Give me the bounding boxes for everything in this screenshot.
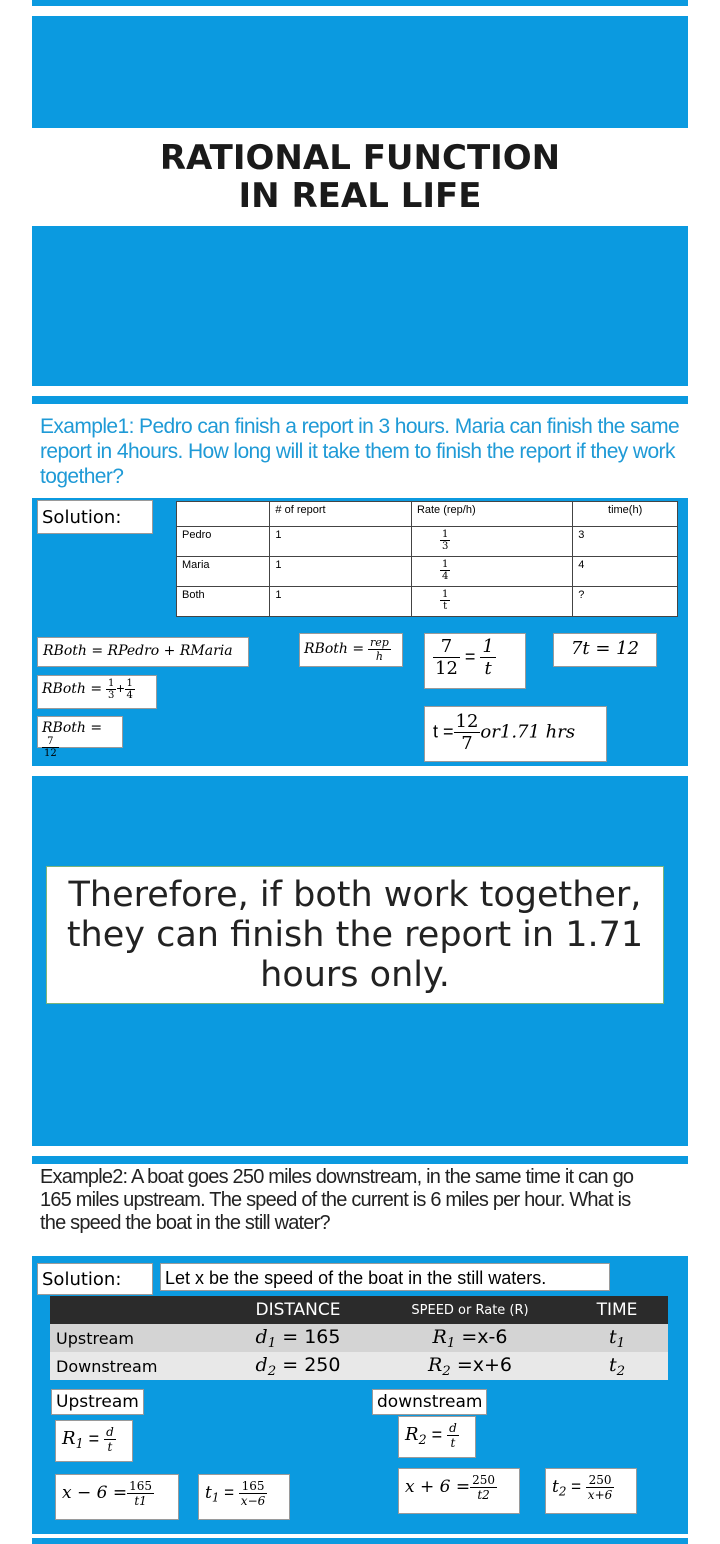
title-line-1: RATIONAL FUNCTION (159, 138, 561, 178)
boat-table (50, 1296, 668, 1380)
row-name: Downstream (50, 1352, 222, 1380)
equation-text: RBoth = RPedro + RMaria (43, 643, 233, 659)
bottom-blue-rule (32, 1538, 688, 1544)
title-box (32, 128, 688, 226)
downstream-rate-formula: $R_2$ = $\frac{d}{t}$ (398, 1416, 476, 1458)
upstream-time-equation: $t_1$ = $\frac{165}{x-6}$ (198, 1474, 290, 1520)
row-distance: $d_2 = 250$ (222, 1352, 374, 1380)
downstream-time-equation: $t_2$ = $\frac{250}{x+6}$ (545, 1468, 637, 1514)
table-header-empty (50, 1296, 222, 1324)
upstream-rate-formula: $R_1$ = $\frac{d}{t}$ (55, 1420, 133, 1462)
row-rate: $\frac{1}{3}$ (411, 527, 572, 557)
solution-label: Solution: (37, 1263, 153, 1295)
table-row (177, 557, 678, 587)
downstream-label: downstream (372, 1389, 487, 1415)
example2-problem: Example2: A boat goes 250 miles downstream, in the same time it can go 165 miles upstream. The speed of the current is 6 miles per hour. What is the speed the boat in the still water? (40, 1166, 634, 1234)
table-row (177, 527, 678, 557)
example2-top-rule (32, 1156, 688, 1164)
equation-rate-result: RBoth = $\frac{7}{12}$ (37, 716, 123, 748)
equation-rate-units: RBoth = $\frac{\text{rep}}{h}$ (299, 633, 403, 667)
equation-proportion: $\frac{7}{12}$ = $\frac{1}{t}$ (424, 633, 526, 689)
table-header-time: time(h) (573, 502, 678, 527)
table-header-time: TIME (566, 1296, 668, 1324)
row-time: $t_1$ (566, 1324, 668, 1352)
equation-solution-t: t = $\frac{12}{7}$ or1.71 hrs (424, 706, 607, 762)
equation-rest: or1.71 hrs (480, 721, 576, 743)
row-time: 3 (573, 527, 678, 557)
title-line-2: IN REAL LIFE (238, 176, 482, 216)
row-rate: $\frac{1}{t}$ (411, 587, 572, 617)
table-header-speed: SPEED or Rate (R) (374, 1296, 566, 1324)
row-name: Maria (177, 557, 270, 587)
row-distance: $d_1 = 165$ (222, 1324, 374, 1352)
table-header-distance: DISTANCE (222, 1296, 374, 1324)
row-name: Both (177, 587, 270, 617)
row-time: 4 (573, 557, 678, 587)
conclusion-line-3: hours only. (260, 955, 450, 995)
table-row (177, 587, 678, 617)
table-row (50, 1352, 668, 1380)
table-header-empty (177, 502, 270, 527)
row-speed: $R_1 =x-6$ (374, 1324, 566, 1352)
table-header-rate: Rate (rep/h) (411, 502, 572, 527)
upstream-label: Upstream (51, 1389, 144, 1415)
row-time: $t_2$ (566, 1352, 668, 1380)
upstream-equation: x − 6 = $\frac{165}{t1}$ (55, 1474, 179, 1520)
row-time: ? (573, 587, 678, 617)
equation-lhs: RBoth = (42, 681, 103, 698)
top-blue-rule (32, 0, 688, 6)
row-name: Pedro (177, 527, 270, 557)
row-rate: $\frac{1}{4}$ (411, 557, 572, 587)
row-reports: 1 (270, 587, 412, 617)
equation-text: 7t = 12 (570, 638, 640, 659)
let-statement: Let x be the speed of the boat in the still waters. (160, 1263, 610, 1291)
example1-problem: Example1: Pedro can finish a report in 3 hours. Maria can finish the same report in 4hours. How long will it take them to finish the report if they work together? (40, 415, 680, 488)
equation-lhs: RBoth = (304, 641, 365, 658)
example1-top-rule (32, 396, 688, 404)
row-reports: 1 (270, 527, 412, 557)
equation-rate-fractions: RBoth = $\frac{1}{3}$ + $\frac{1}{4}$ (37, 675, 157, 709)
row-name: Upstream (50, 1324, 222, 1352)
table-header-reports: # of report (270, 502, 412, 527)
row-reports: 1 (270, 557, 412, 587)
conclusion-box (46, 866, 664, 1004)
solution-label: Solution: (37, 500, 153, 534)
equation-rate-sum (37, 637, 249, 667)
equation-lhs: RBoth = (42, 720, 103, 736)
row-speed: $R_2 =x+6$ (374, 1352, 566, 1380)
conclusion-line-2: they can finish the report in 1.71 (66, 915, 644, 955)
work-rate-table (176, 501, 678, 617)
table-row (50, 1324, 668, 1352)
downstream-equation: x + 6 = $\frac{250}{t2}$ (398, 1468, 520, 1514)
conclusion-line-1: Therefore, if both work together, (68, 875, 642, 915)
equation-cross-multiply (553, 633, 657, 667)
equation-lhs: t = (433, 721, 454, 742)
